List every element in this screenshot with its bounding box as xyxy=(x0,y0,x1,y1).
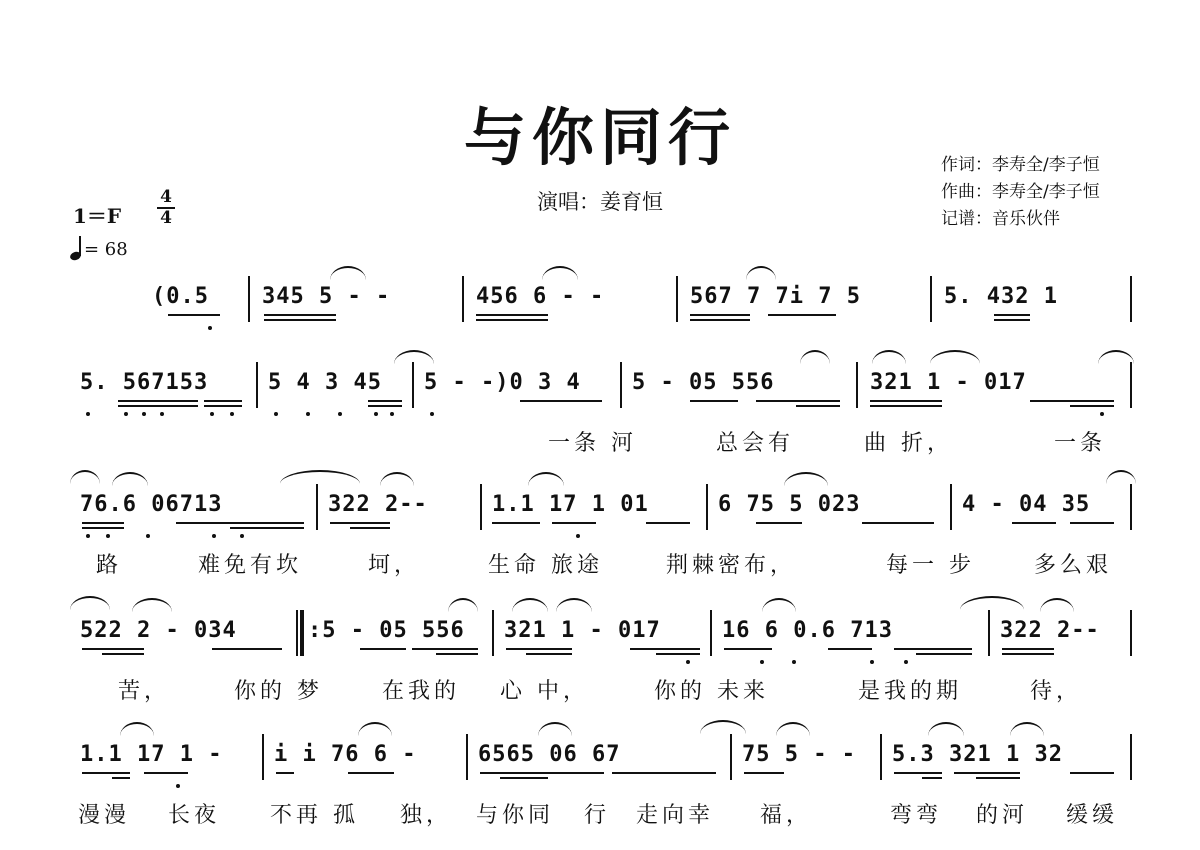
lyric: 难免有坎 xyxy=(198,553,303,578)
slur xyxy=(358,722,392,736)
beam xyxy=(276,772,294,774)
beam xyxy=(954,772,1020,774)
barline xyxy=(856,362,858,408)
time-signature-bottom: 4 xyxy=(160,208,172,228)
slur xyxy=(800,350,830,364)
repeat-barline xyxy=(296,610,304,656)
notes-row xyxy=(0,610,1200,660)
lyric: 心 中， xyxy=(500,679,589,704)
lyric: 在我的 xyxy=(382,679,461,704)
beam xyxy=(690,314,750,316)
beam xyxy=(368,405,402,407)
slur xyxy=(280,470,360,484)
notes-row xyxy=(0,484,1200,534)
beam xyxy=(500,777,548,779)
barline xyxy=(462,276,464,322)
lyric: 一条 xyxy=(1054,431,1107,456)
slur xyxy=(330,266,366,280)
beam xyxy=(690,319,750,321)
slur xyxy=(538,722,572,736)
beam xyxy=(646,522,690,524)
barline xyxy=(1130,734,1132,780)
lyric: 待， xyxy=(1030,679,1083,704)
beam xyxy=(1002,648,1054,650)
octave-dot xyxy=(686,660,690,664)
singer-credit: 演唱：姜育恒 xyxy=(537,190,663,214)
barline xyxy=(620,362,622,408)
slur xyxy=(762,598,796,612)
beam xyxy=(168,314,220,316)
slur xyxy=(512,598,548,612)
lyricist-credit: 作词：李寿全/李子恒 xyxy=(941,155,1100,175)
beam xyxy=(492,522,540,524)
time-signature xyxy=(155,188,177,228)
barline xyxy=(710,610,712,656)
beam xyxy=(264,319,336,321)
slur xyxy=(930,350,980,364)
measure: 6 75 5 023 xyxy=(718,492,861,517)
beam xyxy=(870,400,942,402)
lyric: 与你同 xyxy=(476,803,555,828)
octave-dot xyxy=(208,326,212,330)
barline xyxy=(1130,276,1132,322)
slur xyxy=(1106,470,1136,484)
octave-dot xyxy=(86,412,90,416)
slur xyxy=(928,722,964,736)
measure: 6565 06 67 xyxy=(478,742,621,767)
slur xyxy=(542,266,578,280)
slur xyxy=(1098,350,1134,364)
beam xyxy=(768,314,836,316)
beam xyxy=(630,648,700,650)
slur xyxy=(448,598,478,612)
lyrics-row xyxy=(0,674,1200,704)
beam xyxy=(360,648,406,650)
beam xyxy=(1070,522,1114,524)
key-signature: 1＝F xyxy=(73,204,122,228)
lyric: 曲 折， xyxy=(864,431,953,456)
beam xyxy=(506,648,572,650)
notes-row xyxy=(0,276,1200,326)
slur xyxy=(112,472,148,486)
measure: 5 4 3 45 xyxy=(268,370,382,395)
beam xyxy=(724,648,772,650)
octave-dot xyxy=(160,412,164,416)
barline xyxy=(880,734,882,780)
lyric: 你的 梦 xyxy=(234,679,323,704)
slur xyxy=(784,472,828,486)
octave-dot xyxy=(176,784,180,788)
beam xyxy=(862,522,934,524)
beam xyxy=(348,772,394,774)
barline xyxy=(256,362,258,408)
beam xyxy=(922,777,942,779)
measure: 16 6 0.6 713 xyxy=(722,618,893,643)
slur xyxy=(394,350,434,364)
beam xyxy=(552,522,596,524)
lyric: 走向幸 xyxy=(636,803,715,828)
octave-dot xyxy=(306,412,310,416)
slur xyxy=(380,472,414,486)
octave-dot xyxy=(274,412,278,416)
composer-credit: 作曲：李寿全/李子恒 xyxy=(941,182,1100,202)
slur xyxy=(1010,722,1044,736)
beam xyxy=(412,648,478,650)
lyrics-row xyxy=(0,798,1200,828)
measure: 5 - -)0 3 4 xyxy=(424,370,581,395)
beam xyxy=(204,400,242,402)
slur xyxy=(1040,598,1074,612)
lyric: 行 xyxy=(584,803,611,828)
beam xyxy=(1030,400,1114,402)
measure: 1.1 17 1 01 xyxy=(492,492,649,517)
octave-dot xyxy=(142,412,146,416)
tempo-value: = 68 xyxy=(84,239,128,260)
beam xyxy=(82,527,124,529)
beam xyxy=(994,314,1030,316)
lyrics-row xyxy=(0,426,1200,456)
measure: 75 5 - - xyxy=(742,742,856,767)
octave-dot xyxy=(760,660,764,664)
octave-dot xyxy=(390,412,394,416)
barline xyxy=(706,484,708,530)
beam xyxy=(102,653,144,655)
beam xyxy=(82,648,144,650)
lyric: 坷， xyxy=(368,553,421,578)
lyric: 漫漫 xyxy=(78,803,131,828)
slur xyxy=(872,350,906,364)
barline xyxy=(950,484,952,530)
beam xyxy=(82,772,130,774)
lyric: 荆棘密布， xyxy=(666,553,797,578)
octave-dot xyxy=(870,660,874,664)
quarter-note-icon xyxy=(70,238,84,260)
beam xyxy=(1002,653,1054,655)
octave-dot xyxy=(904,660,908,664)
notes-row xyxy=(0,362,1200,412)
measure: 76.6 06713 xyxy=(80,492,223,517)
barline xyxy=(412,362,414,408)
beam xyxy=(1012,522,1056,524)
barline xyxy=(1130,610,1132,656)
slur xyxy=(120,722,154,736)
barline xyxy=(930,276,932,322)
beam xyxy=(690,400,738,402)
measure: 321 1 - 017 xyxy=(870,370,1027,395)
beam xyxy=(330,522,390,524)
measure: 5. 567153 xyxy=(80,370,209,395)
octave-dot xyxy=(86,534,90,538)
lyric: 的河 xyxy=(976,803,1029,828)
octave-dot xyxy=(338,412,342,416)
barline xyxy=(730,734,732,780)
beam xyxy=(916,653,972,655)
lyric: 一条 河 xyxy=(548,431,637,456)
measure: i i 76 6 - xyxy=(274,742,417,767)
octave-dot xyxy=(430,412,434,416)
notes-row xyxy=(0,734,1200,784)
barline xyxy=(316,484,318,530)
measure: 5 - 05 556 xyxy=(632,370,775,395)
beam xyxy=(204,405,242,407)
octave-dot xyxy=(210,412,214,416)
beam xyxy=(976,777,1020,779)
measure: 4 - 04 35 xyxy=(962,492,1091,517)
beam xyxy=(894,772,942,774)
measure: 522 2 - 034 xyxy=(80,618,237,643)
slur xyxy=(746,266,776,280)
beam xyxy=(520,400,602,402)
barline xyxy=(1130,484,1132,530)
octave-dot xyxy=(240,534,244,538)
beam xyxy=(744,772,784,774)
beam xyxy=(894,648,972,650)
beam xyxy=(612,772,716,774)
slur xyxy=(70,596,110,610)
barline xyxy=(466,734,468,780)
barline xyxy=(492,610,494,656)
beam xyxy=(350,527,390,529)
beam xyxy=(118,405,198,407)
measure: 345 5 - - xyxy=(262,284,391,309)
measure: :5 - 05 556 xyxy=(308,618,465,643)
measure: 1.1 17 1 - xyxy=(80,742,223,767)
beam xyxy=(656,653,700,655)
lyric: 每一 步 xyxy=(886,553,975,578)
measure: 321 1 - 017 xyxy=(504,618,661,643)
lyric: 福， xyxy=(760,803,813,828)
beam xyxy=(368,400,402,402)
octave-dot xyxy=(230,412,234,416)
lyric: 苦， xyxy=(118,679,171,704)
beam xyxy=(82,522,124,524)
beam xyxy=(230,527,304,529)
barline xyxy=(676,276,678,322)
slur xyxy=(700,720,746,734)
lyric: 总会有 xyxy=(716,431,795,456)
barline xyxy=(480,484,482,530)
song-title: 与你同行 xyxy=(463,101,736,174)
beam xyxy=(264,314,336,316)
tempo-marking xyxy=(70,238,128,260)
beam xyxy=(144,772,188,774)
measure: (0.5 xyxy=(152,284,209,309)
slur xyxy=(528,472,564,486)
lyric: 弯弯 xyxy=(890,803,943,828)
octave-dot xyxy=(106,534,110,538)
barline xyxy=(1130,362,1132,408)
lyric: 缓缓 xyxy=(1066,803,1119,828)
beam xyxy=(480,772,604,774)
beam xyxy=(756,522,802,524)
beam xyxy=(796,405,840,407)
octave-dot xyxy=(792,660,796,664)
lyrics-row xyxy=(0,548,1200,578)
beam xyxy=(476,319,548,321)
transcriber-credit: 记谱：音乐伙伴 xyxy=(941,209,1060,229)
barline xyxy=(248,276,250,322)
slur xyxy=(132,598,172,612)
beam xyxy=(112,777,130,779)
lyric: 多么艰 xyxy=(1034,553,1113,578)
beam xyxy=(828,648,872,650)
beam xyxy=(212,648,282,650)
measure: 5.3 321 1 32 xyxy=(892,742,1063,767)
octave-dot xyxy=(576,534,580,538)
beam xyxy=(994,319,1030,321)
measure: 456 6 - - xyxy=(476,284,605,309)
beam xyxy=(1070,405,1114,407)
lyric: 路 xyxy=(96,553,123,578)
beam xyxy=(118,400,198,402)
octave-dot xyxy=(1100,412,1104,416)
beam xyxy=(476,314,548,316)
barline xyxy=(262,734,264,780)
lyric: 是我的期 xyxy=(858,679,963,704)
slur xyxy=(556,598,592,612)
credits-block xyxy=(941,152,1100,233)
lyric: 生命 旅途 xyxy=(488,553,603,578)
measure: 322 2-- xyxy=(1000,618,1100,643)
octave-dot xyxy=(124,412,128,416)
beam xyxy=(526,653,572,655)
lyric: 不再 孤 xyxy=(270,803,359,828)
measure: 567 7 7i 7 5 xyxy=(690,284,861,309)
slur xyxy=(960,596,1024,610)
beam xyxy=(756,400,840,402)
lyric: 长夜 xyxy=(168,803,221,828)
measure: 322 2-- xyxy=(328,492,428,517)
slur xyxy=(776,722,810,736)
lyric: 独， xyxy=(400,803,453,828)
beam xyxy=(1070,772,1114,774)
slur xyxy=(70,470,100,484)
beam xyxy=(436,653,478,655)
octave-dot xyxy=(374,412,378,416)
time-signature-top: 4 xyxy=(160,187,172,207)
octave-dot xyxy=(212,534,216,538)
beam xyxy=(176,522,304,524)
barline xyxy=(988,610,990,656)
beam xyxy=(870,405,942,407)
lyric: 你的 未来 xyxy=(654,679,769,704)
octave-dot xyxy=(146,534,150,538)
measure: 5. 432 1 xyxy=(944,284,1058,309)
